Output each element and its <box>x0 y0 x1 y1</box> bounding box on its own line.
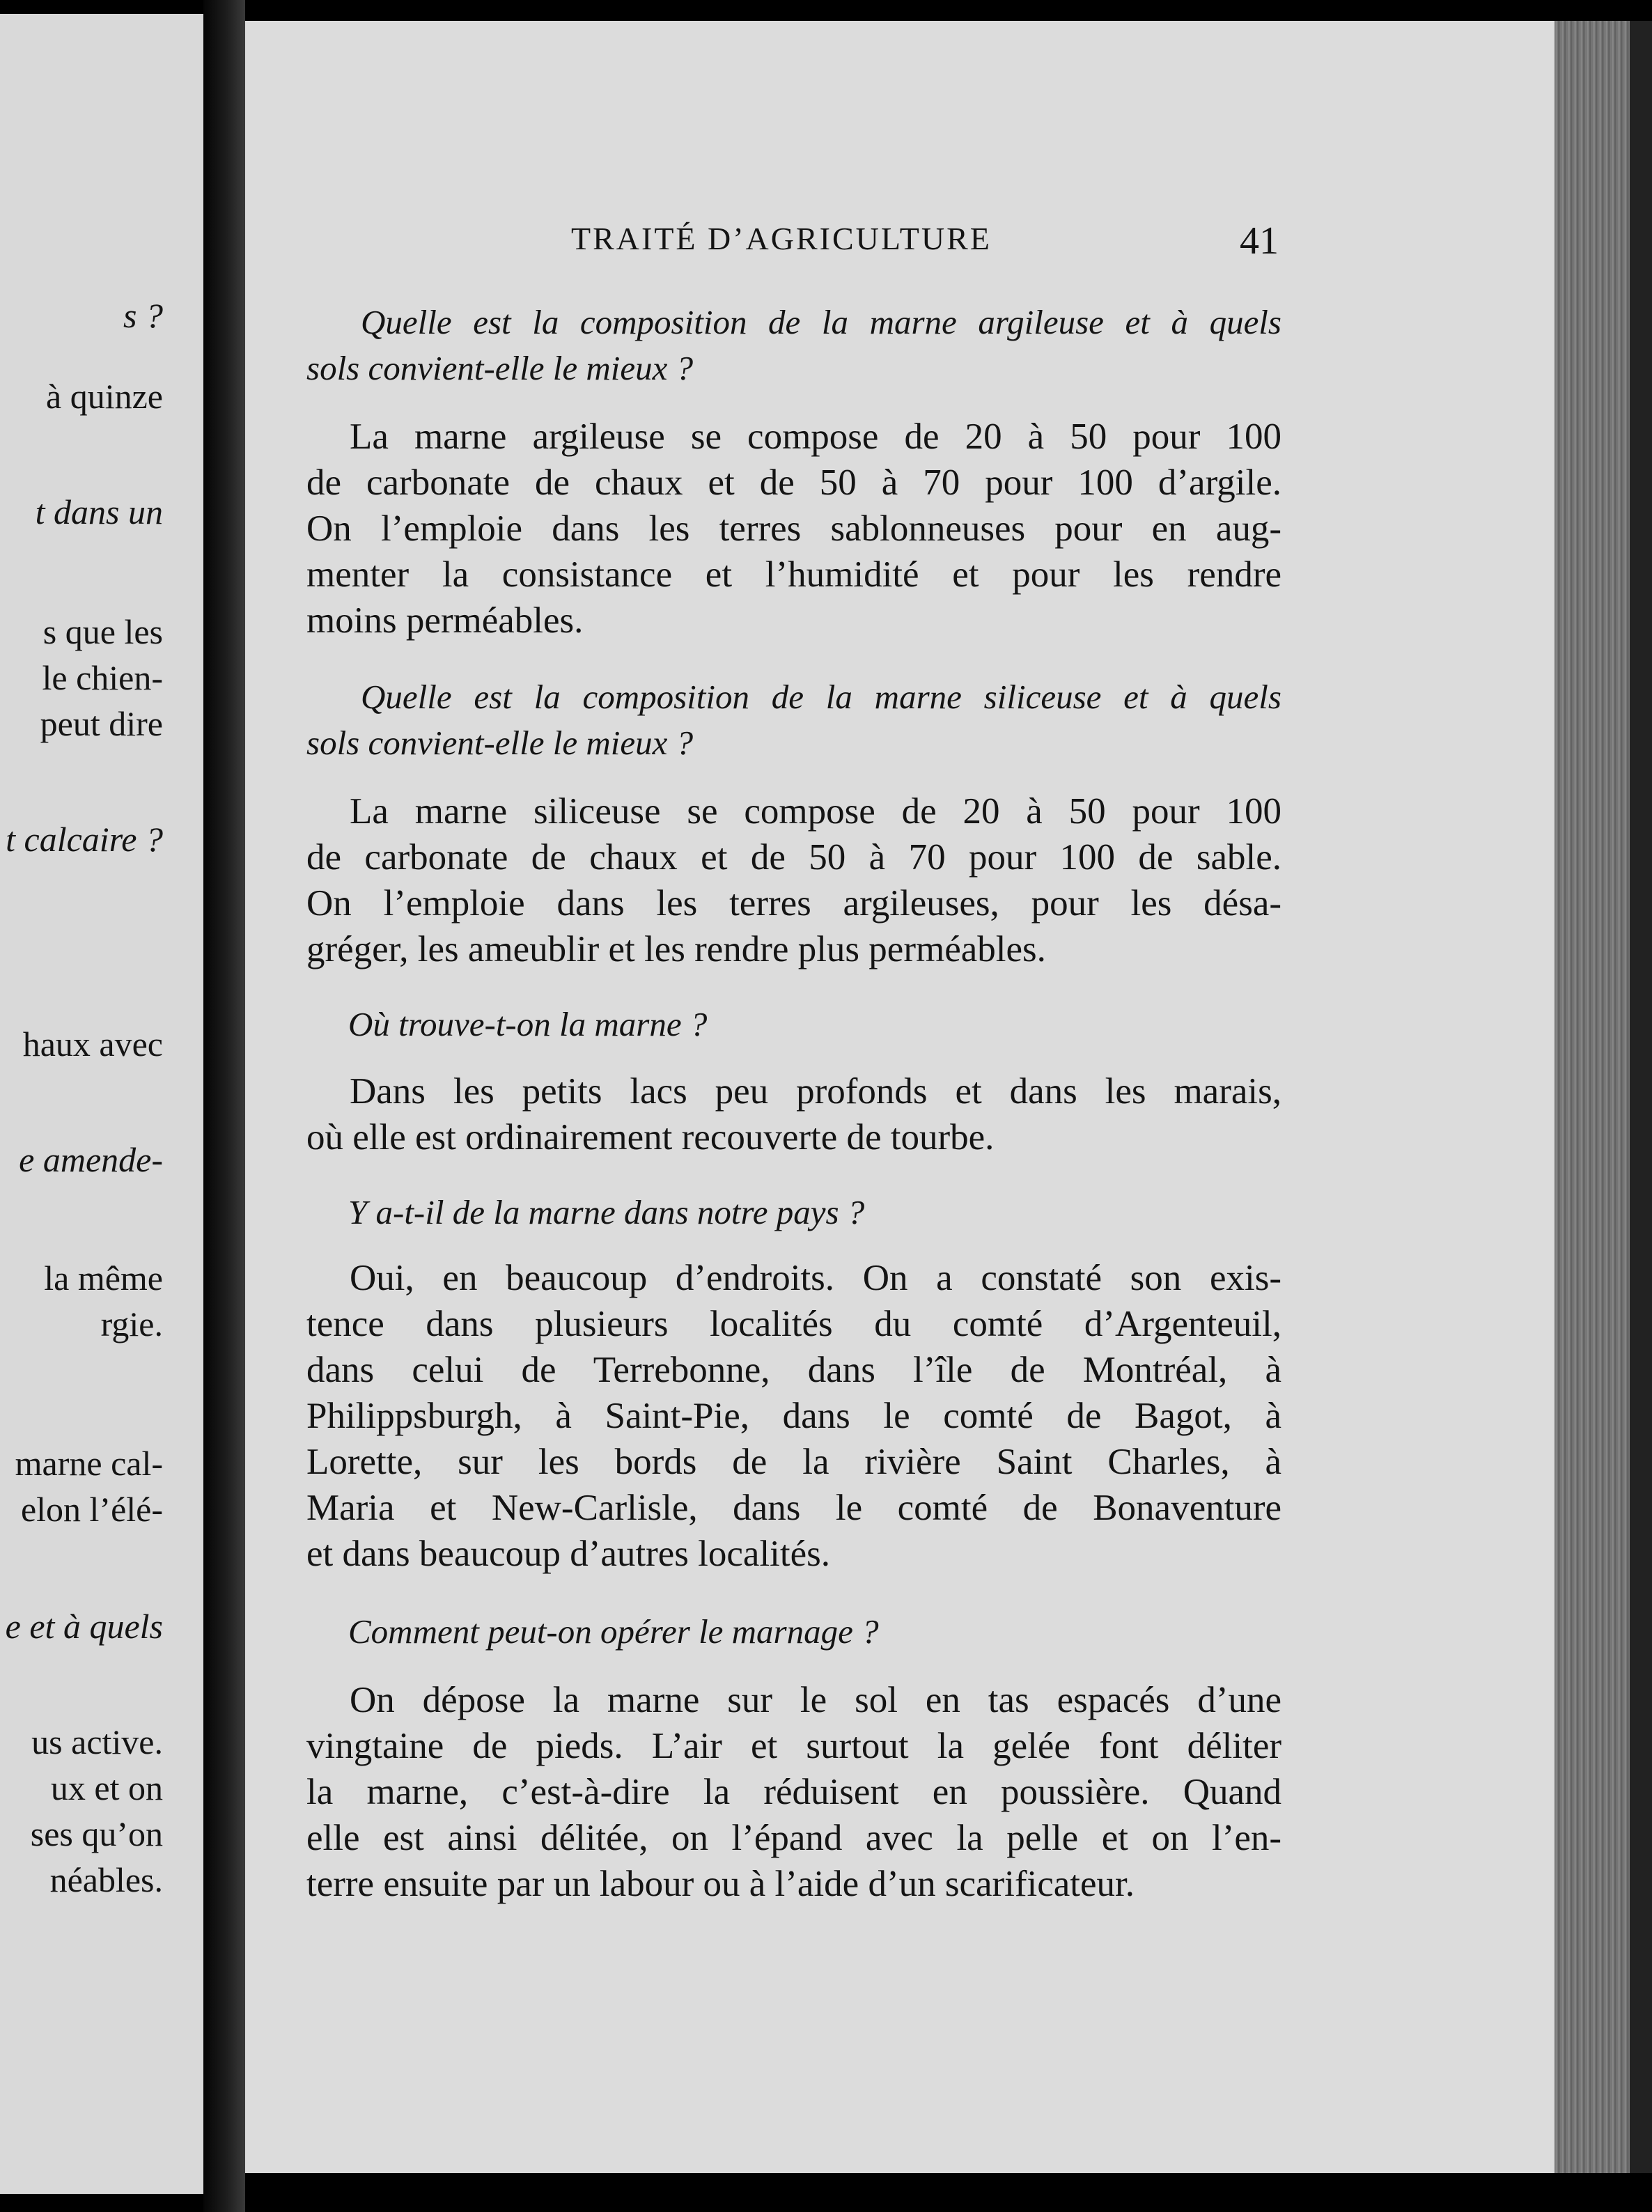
answer-4 <box>306 1255 1281 1577</box>
answer-line: La marne argileuse se compose de 20 à 50 pour 100 <box>350 416 1281 457</box>
book-gutter <box>203 0 245 2212</box>
left-page-line: ses qu’on <box>30 1814 163 1853</box>
answer-line: tence dans plusieurs localités du comté d’Argenteuil, <box>306 1304 1281 1344</box>
answer-line: On l’emploie dans les terres sablonneuses pour en aug- <box>306 508 1281 549</box>
answer-line: la marne, c’est-à-dire la réduisent en poussière. Quand <box>306 1772 1281 1812</box>
left-page-line: s ? <box>123 296 163 335</box>
answer-line: moins perméables. <box>306 600 584 641</box>
left-page-line: ux et on <box>50 1768 163 1807</box>
left-page-line: la même <box>44 1259 163 1298</box>
answer-line: gréger, les ameublir et les rendre plus perméables. <box>306 929 1046 969</box>
answer-line: de carbonate de chaux et de 50 à 70 pour 100 de sable. <box>306 837 1281 878</box>
answer-line: La marne siliceuse se compose de 20 à 50 pour 100 <box>350 791 1281 832</box>
left-page-line: t dans un <box>35 492 163 531</box>
left-page-line: elon l’élé- <box>20 1490 163 1529</box>
running-head: TRAITÉ D’AGRICULTURE <box>571 221 992 256</box>
left-page-line: e et à quels <box>5 1607 163 1646</box>
question-line: Quelle est la composition de la marne siliceuse et à quels <box>361 678 1281 716</box>
left-page-line: haux avec <box>22 1025 163 1064</box>
question-line: sols convient-elle le mieux ? <box>306 724 694 762</box>
answer-2 <box>306 788 1281 972</box>
answer-line: Dans les petits lacs peu profonds et dans les marais, <box>350 1071 1281 1112</box>
page-number: 41 <box>1240 219 1279 263</box>
answer-line: Oui, en beaucoup d’endroits. On a constaté son exis- <box>350 1258 1281 1298</box>
left-page-line: le chien- <box>42 658 163 697</box>
left-page-line: marne cal- <box>15 1444 163 1483</box>
question-line: Y a-t-il de la marne dans notre pays ? <box>348 1193 865 1231</box>
question-line: Où trouve-t-on la marne ? <box>348 1005 708 1043</box>
answer-1 <box>306 414 1281 644</box>
answer-line: Philippsburgh, à Saint-Pie, dans le comté de Bagot, à <box>306 1396 1281 1436</box>
question-line: Comment peut-on opérer le marnage ? <box>348 1612 879 1651</box>
left-facing-page <box>0 14 203 2194</box>
left-page-line: t calcaire ? <box>6 820 163 859</box>
left-page-line: néables. <box>49 1860 163 1899</box>
answer-3 <box>306 1068 1281 1160</box>
question-1 <box>306 299 1281 391</box>
question-3 <box>306 1002 1281 1047</box>
left-page-line: us active. <box>31 1722 163 1761</box>
answer-line: et dans beaucoup d’autres localités. <box>306 1534 831 1574</box>
answer-line: terre ensuite par un labour ou à l’aide d’un scarificateur. <box>306 1864 1135 1904</box>
answer-line: elle est ainsi délitée, on l’épand avec la pelle et on l’en- <box>306 1818 1281 1858</box>
left-page-line: peut dire <box>40 704 163 743</box>
answer-line: de carbonate de chaux et de 50 à 70 pour 100 d’argile. <box>306 462 1281 503</box>
question-4 <box>306 1190 1281 1236</box>
question-2 <box>306 674 1281 766</box>
answer-line: où elle est ordinairement recouverte de tourbe. <box>306 1117 995 1158</box>
left-page-line: s que les <box>42 612 163 651</box>
answer-line: Lorette, sur les bords de la rivière Saint Charles, à <box>306 1442 1281 1482</box>
answer-line: Maria et New-Carlisle, dans le comté de Bonaventure <box>306 1488 1281 1528</box>
left-page-line: e amende- <box>19 1140 163 1179</box>
answer-5 <box>306 1677 1281 1907</box>
question-5 <box>306 1609 1281 1655</box>
question-line: Quelle est la composition de la marne argileuse et à quels <box>361 303 1281 341</box>
answer-line: On dépose la marne sur le sol en tas espacés d’une <box>350 1680 1281 1720</box>
answer-line: On l’emploie dans les terres argileuses, pour les désa- <box>306 883 1281 924</box>
left-page-line: à quinze <box>46 377 163 416</box>
page-edge-shadow <box>1630 21 1652 2173</box>
answer-line: vingtaine de pieds. L’air et surtout la gelée font déliter <box>306 1726 1281 1766</box>
left-page-line: rgie. <box>100 1304 163 1343</box>
answer-line: dans celui de Terrebonne, dans l’île de Montréal, à <box>306 1350 1281 1390</box>
answer-line: menter la consistance et l’humidité et pour les rendre <box>306 554 1281 595</box>
question-line: sols convient-elle le mieux ? <box>306 349 694 387</box>
